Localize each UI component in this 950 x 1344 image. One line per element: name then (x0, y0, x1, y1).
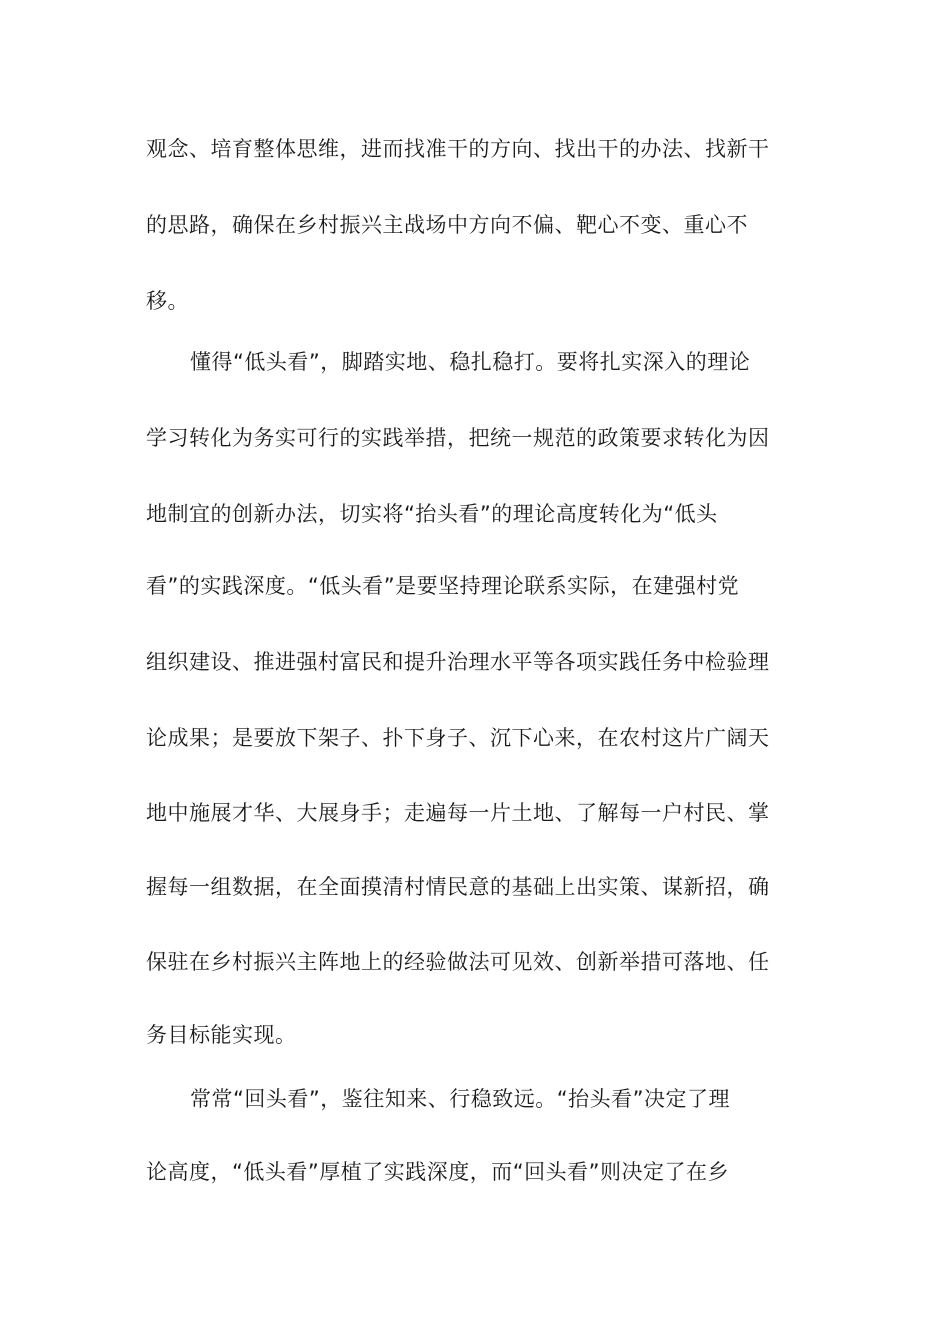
text-line: 地中施展才华、大展身手；走遍每一片土地、了解每一户村民、掌 (146, 801, 770, 825)
text-line: 看”的实践深度。“低头看”是要坚持理论联系实际，在建强村党 (146, 574, 740, 598)
text-line: 观念、培育整体思维，进而找准干的方向、找出干的办法、找新干 (146, 137, 770, 161)
text-line: 地制宜的创新办法，切实将“抬头看”的理论高度转化为“低头 (146, 502, 718, 526)
paragraph-first-line: 常常“回头看”，鉴往知来、行稳致远。“抬头看”决定了理 (190, 1087, 731, 1111)
text-line: 论成果；是要放下架子、扑下身子、沉下心来，在农村这片广阔天 (146, 726, 770, 750)
paragraph-first-line: 懂得“低头看”，脚踏实地、稳扎稳打。要将扎实深入的理论 (190, 350, 751, 374)
text-line: 移。 (146, 289, 189, 313)
text-line: 保驻在乡村振兴主阵地上的经验做法可见效、创新举措可落地、任 (146, 950, 770, 974)
text-line: 握每一组数据，在全面摸清村情民意的基础上出实策、谋新招，确 (146, 875, 770, 899)
text-line: 组织建设、推进强村富民和提升治理水平等各项实践任务中检验理 (146, 650, 770, 674)
text-line: 论高度，“低头看”厚植了实践深度，而“回头看”则决定了在乡 (146, 1160, 730, 1184)
text-line: 务目标能实现。 (146, 1023, 297, 1047)
text-line: 学习转化为务实可行的实践举措，把统一规范的政策要求转化为因 (146, 426, 770, 450)
text-line: 的思路，确保在乡村振兴主战场中方向不偏、靶心不变、重心不 (146, 213, 748, 237)
